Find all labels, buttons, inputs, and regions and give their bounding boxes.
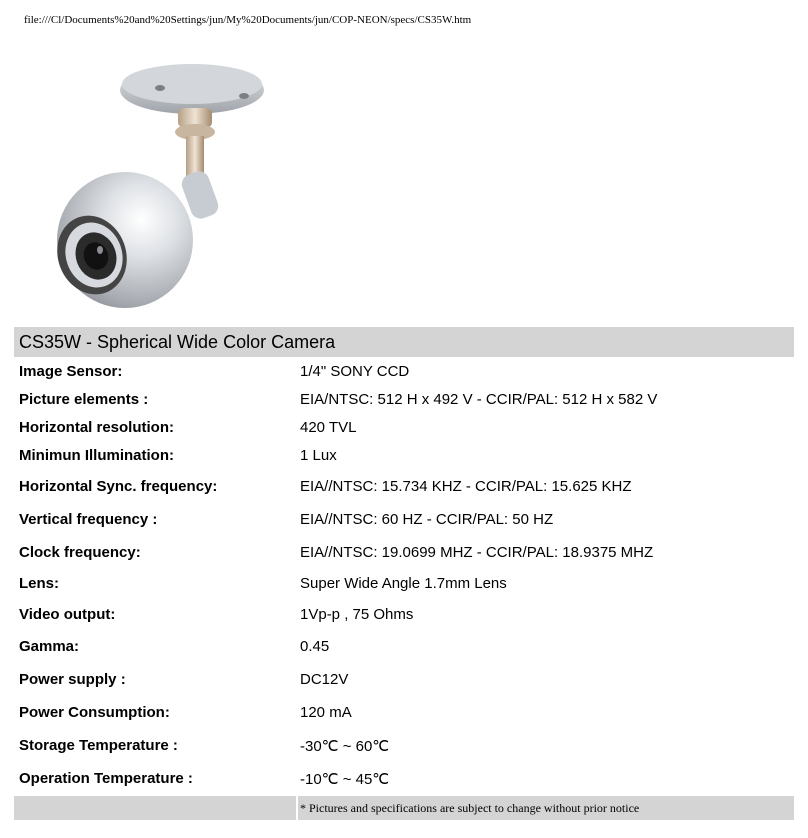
spec-value: 0.45 [300,638,330,655]
spec-row [14,696,794,729]
spec-label: Clock frequency: [19,544,141,561]
spec-row [14,762,794,795]
spec-value: 1 Lux [300,446,337,464]
spec-label: Image Sensor: [19,362,123,380]
spec-label: Horizontal Sync. frequency: [19,477,218,495]
spec-label: Power Consumption: [19,704,170,721]
file-url: file:///Cl/Documents%20and%20Settings/jun/My%20Documents/jun/COP-NEON/specs/CS35W.htm [24,14,472,26]
spec-row [14,569,794,598]
page-title: CS35W - Spherical Wide Color Camera [14,327,794,357]
spec-label: Gamma: [19,638,80,655]
footer-note: * Pictures and specifications are subject to change without prior notice [298,796,794,820]
spec-label: Vertical frequency : [19,511,158,528]
spec-row [14,598,794,630]
spec-label: Video output: [19,605,116,623]
spec-value: DC12V [300,671,349,688]
spec-value: -30℃ ~ 60℃ [300,737,390,755]
spec-row [14,630,794,663]
spec-value: EIA//NTSC: 15.734 KHZ - CCIR/PAL: 15.625 KHZ [300,477,632,495]
spec-label: Power supply : [19,671,126,688]
camera-photo [30,50,286,316]
spec-label: Storage Temperature : [19,737,178,754]
spec-row [14,357,794,385]
footer-bar [14,796,794,820]
spec-value: -10℃ ~ 45℃ [300,770,390,788]
spec-row [14,503,794,536]
footer-spacer [14,796,296,820]
spec-label: Minimun Illumination: [19,446,174,464]
spec-row [14,413,794,441]
spec-value: Super Wide Angle 1.7mm Lens [300,575,507,592]
spec-value: 1/4" SONY CCD [300,362,410,380]
spec-row [14,729,794,762]
spec-value: EIA//NTSC: 19.0699 MHZ - CCIR/PAL: 18.9375 MHZ [300,544,654,561]
spec-label: Picture elements : [19,390,149,408]
spec-row [14,536,794,569]
spec-row [14,469,794,503]
spec-label: Horizontal resolution: [19,418,174,436]
spec-value: 420 TVL [300,418,357,436]
spec-table [14,357,794,795]
spec-value: EIA/NTSC: 512 H x 492 V - CCIR/PAL: 512 H x 582 V [300,390,658,408]
spec-label: Operation Temperature : [19,770,193,787]
spec-value: 120 mA [300,704,352,721]
spec-row [14,441,794,469]
spec-row [14,385,794,413]
spec-value: 1Vp-p , 75 Ohms [300,605,414,623]
spec-row [14,663,794,696]
spec-label: Lens: [19,575,60,592]
spec-value: EIA//NTSC: 60 HZ - CCIR/PAL: 50 HZ [300,511,554,528]
